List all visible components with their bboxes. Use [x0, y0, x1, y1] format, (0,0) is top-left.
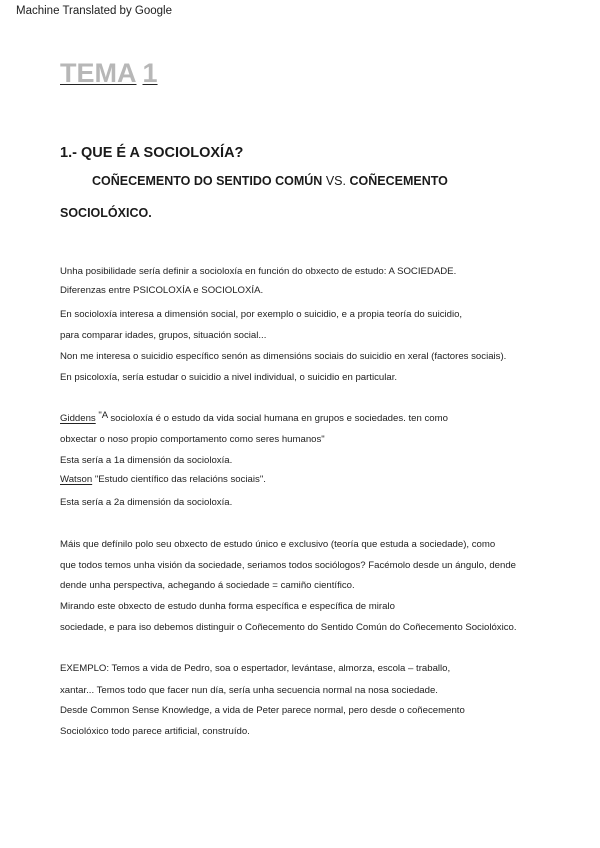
paragraph-line: Mirando este obxecto de estudo dunha forma específica e específica de miralo [60, 601, 395, 612]
paragraph-line: EXEMPLO: Temos a vida de Pedro, soa o espertador, levántase, almorza, escola – traballo, [60, 663, 451, 674]
paragraph-line: Sociolóxico todo parece artificial, construído. [60, 726, 250, 737]
paragraph-line: dende unha perspectiva, achegando á sociedade = camiño científico. [60, 580, 355, 591]
quote-text: "Estudo científico das relacións sociais". [92, 474, 266, 485]
subheading-continued: SOCIOLÓXICO. [60, 206, 152, 220]
paragraph-line-giddens [60, 410, 448, 424]
title-number: 1 [142, 58, 158, 88]
paragraph-line: Esta sería a 1a dimensión da socioloxía. [60, 455, 233, 466]
quote-text: socioloxía é o estudo da vida social humana en grupos e sociedades. ten como [107, 413, 448, 424]
title-word: TEMA [60, 58, 137, 88]
paragraph-line: Desde Common Sense Knowledge, a vida de Peter parece normal, pero desde o coñecemento [60, 705, 465, 716]
page-title [60, 58, 164, 89]
paragraph-line: Unha posibilidade sería definir a socioloxía en función do obxecto de estudo: A SOCIEDADE. [60, 266, 457, 277]
paragraph-line: sociedade, e para iso debemos distinguir o Coñecemento do Sentido Común do Coñecemento Sociolóxico. [60, 622, 517, 633]
section-heading: 1.- QUE É A SOCIOLOXÍA? [60, 145, 244, 161]
paragraph-line: xantar... Temos todo que facer nun día, sería unha secuencia normal na nosa sociedade. [60, 685, 438, 696]
paragraph-line-watson [60, 474, 266, 485]
subheading-part1: COÑECEMENTO DO SENTIDO COMÚN [92, 174, 323, 188]
paragraph-line: Non me interesa o suicidio específico senón as dimensións sociais do suicidio en xeral (factores sociais). [60, 351, 507, 362]
quote-open: "A [95, 410, 108, 421]
paragraph-line: En socioloxía interesa a dimensión social, por exemplo o suicidio, e a propia teoría do suicidio, [60, 309, 463, 320]
subheading-part2: COÑECEMENTO [349, 174, 448, 188]
paragraph-line: Diferenzas entre PSICOLOXÍA e SOCIOLOXÍA. [60, 285, 264, 296]
paragraph-line: En psicoloxía, sería estudar o suicidio a nivel individual, o suicidio en particular. [60, 372, 398, 383]
paragraph-line: para comparar idades, grupos, situación social... [60, 330, 267, 341]
paragraph-line: Esta sería a 2a dimensión da socioloxía. [60, 497, 233, 508]
paragraph-line: Máis que defínilo polo seu obxecto de estudo único e exclusivo (teoría que estuda a sociedade), como [60, 539, 496, 550]
paragraph-line: obxectar o noso propio comportamento como seres humanos" [60, 434, 325, 445]
paragraph-line: que todos temos unha visión da sociedade, seriamos todos sociólogos? Facémolo desde un ángulo, dende [60, 560, 517, 571]
author-giddens: Giddens [60, 413, 96, 424]
machine-translated-label: Machine Translated by Google [16, 5, 172, 17]
author-watson: Watson [60, 474, 93, 485]
subheading [92, 174, 448, 188]
subheading-vs: VS. [325, 174, 346, 188]
